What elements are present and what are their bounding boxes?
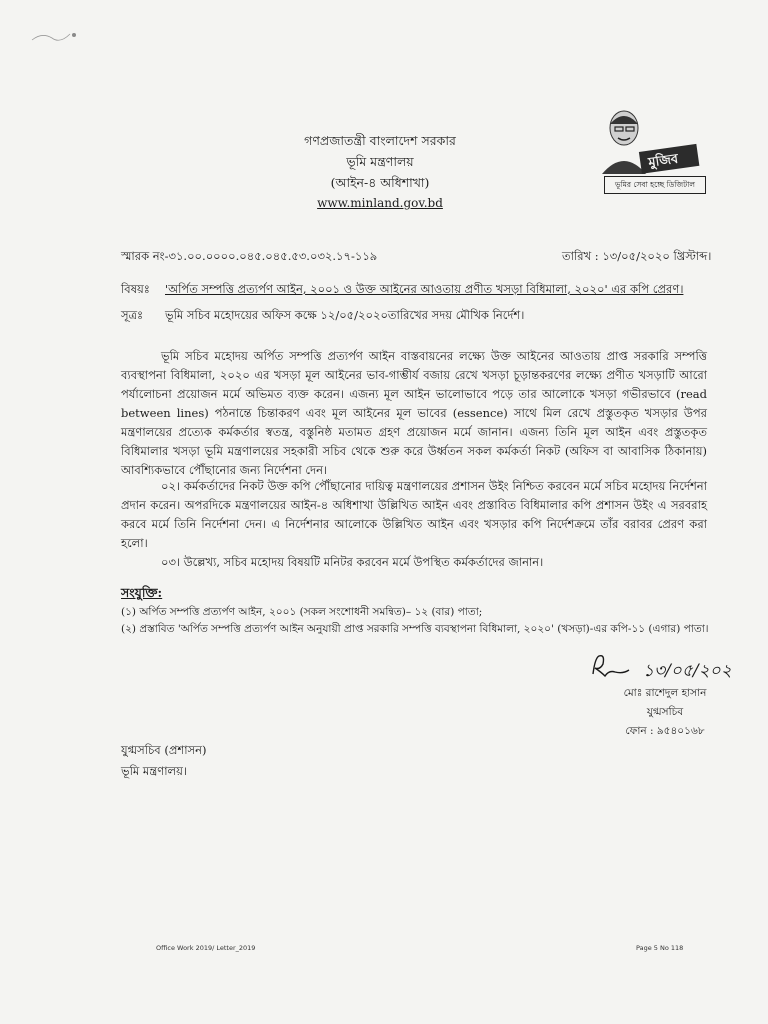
signature-date: ১৩/০৫/২০২ (643, 661, 732, 681)
recipient-designation: যুগ্মসচিব (প্রশাসন) (121, 743, 207, 757)
letterhead-website-link[interactable]: www.minland.gov.bd (317, 196, 443, 210)
footer-file-path: Office Work 2019/ Letter_2019 (156, 944, 256, 952)
attachments-title: সংযুক্তি: (121, 585, 163, 600)
handwritten-signature (585, 650, 760, 684)
body-paragraph-3: ০৩। উল্লেখ্য, সচিব মহোদয় বিষয়টি মনিটর করবেন মর্মে উপস্থিত কর্মকর্তাদের জানান। (161, 555, 544, 569)
letter-date: তারিখ : ১৩/০৫/২০২০ খ্রিস্টাব্দ। (562, 249, 712, 263)
body-paragraph-2: ০২। কর্মকর্তাদের নিকট উক্ত কপি পৌঁছানোর দায়িত্ব মন্ত্রণালয়ের প্রশাসন উইং নিশ্চিত করবেন মর্মে সচিব মহোদয় নির্দেশনা প্রদান করেন। অপরদিকে মন্ত্রণালয়ের আইন-৪ অধিশাখা উল্লিখিত আইন এবং প্রস্তাবিত বিধিমালার কপি প্রশাসন উইং এ সরবরাহ করবে মর্মে তিনি নির্দেশনা দেন। এ নির্দেশনার আলোকে উল্লিখিত আইন এবং খসড়ার কপি নির্দেশক্রমে তাঁর বরাবর প্রেরণ করা হলো। (121, 479, 707, 550)
recipient-block (121, 740, 207, 782)
signatory-name: মোঃ রাশেদুল হাসান (623, 687, 707, 699)
letterhead (250, 130, 510, 214)
source-value: ভূমি সচিব মহোদয়ের অফিস কক্ষে ১২/০৫/২০২০তারিখের সদয় মৌখিক নির্দেশ। (165, 308, 525, 322)
logo-caption: ভূমির সেবা হচ্ছে ডিজিটাল (604, 176, 706, 194)
subject-value: 'অর্পিত সম্পত্তি প্রত্যর্পণ আইন, ২০০১ ও উক্ত আইনের আওতায় প্রণীত খসড়া বিধিমালা, ২০২০' এর কপি প্রেরণ। (165, 282, 684, 296)
attachment-item: (১) অর্পিত সম্পত্তি প্রত্যর্পণ আইন, ২০০১ (সকল সংশোধনী সমন্বিত)– ১২ (বার) পাতা; (121, 606, 483, 618)
signatory-designation: যুগ্মসচিব (646, 706, 684, 718)
body-paragraph-1: ভূমি সচিব মহোদয় অর্পিত সম্পত্তি প্রত্যর্পণ আইন বাস্তবায়নের লক্ষ্যে উক্ত আইনের আওতায় প্রাপ্ত সরকারি সম্পত্তি ব্যবস্থাপনা বিধিমালা, ২০২০ এর খসড়া মূল আইনের ভাব-গাম্ভীর্য বজায় রেখে খসড়া চূড়ান্তকরণের লক্ষ্যে প্রণীত খসড়াটি আরো পর্যালোচনা প্রয়োজন মর্মে অভিমত ব্যক্ত করেন। এজন্য মূল আইন ভালোভাবে পড়ে তার আলোকে খসড়া গভীরভাবে (read between lines) পঠনান্তে চিন্তাকরণ এবং মূল আইনের মূল ভাবের (essence) সাথে মিল রেখে প্রস্তুতকৃত খসড়ার উপর মন্ত্রণালয়ের প্রত্যেক কর্মকর্তার স্বতন্ত্র, বস্তুনিষ্ঠ মতামত গ্রহণ প্রয়োজন মর্মে জানান। এজন্য তিনি মূল আইন এবং প্রস্তুতকৃত বিধিমালার খসড়া ভূমি মন্ত্রণালয়ের সহকারী সচিব থেকে শুরু করে উর্ধ্বতন সকল কর্মকর্তা নিকট (অফিস বা আবাসিক ঠিকানায়) আবশ্যিকভাবে পৌঁছানোর জন্য নির্দেশনা দেন। (121, 349, 707, 477)
portrait-icon (588, 100, 708, 180)
letterhead-government: গণপ্রজাতন্ত্রী বাংলাদেশ সরকার (304, 133, 456, 148)
signatory-phone: ফোন : ৯৫৪০১৬৮ (625, 725, 705, 737)
subject-label: বিষয়ঃ (121, 282, 150, 296)
reference-number: স্মারক নং-৩১.০০.০০০০.০৪৫.০৪৫.৫৩.০৩২.১৭-১১৯ (121, 249, 378, 263)
letterhead-section: (আইন-৪ অধিশাখা) (330, 175, 430, 190)
signatory-details (590, 684, 740, 741)
mujib-logo (588, 100, 708, 205)
logo-word: মুজিব (647, 151, 680, 171)
scan-smudge (28, 26, 88, 56)
recipient-office: ভূমি মন্ত্রণালয়। (121, 764, 188, 778)
letterhead-ministry: ভূমি মন্ত্রণালয় (346, 154, 414, 169)
source-label: সূত্রঃ (121, 308, 144, 322)
attachment-item: (২) প্রস্তাবিত 'অর্পিত সম্পত্তি প্রত্যর্পণ আইন অনুযায়ী প্রাপ্ত সরকারি সম্পত্তি ব্যবস্থাপনা বিধিমালা, ২০২০' (খসড়া)-এর কপি-১১ (এগার) পাতা। (121, 623, 709, 635)
subject-line (121, 281, 701, 300)
footer-page-number: Page 5 No 118 (636, 944, 684, 952)
source-line (121, 307, 701, 326)
